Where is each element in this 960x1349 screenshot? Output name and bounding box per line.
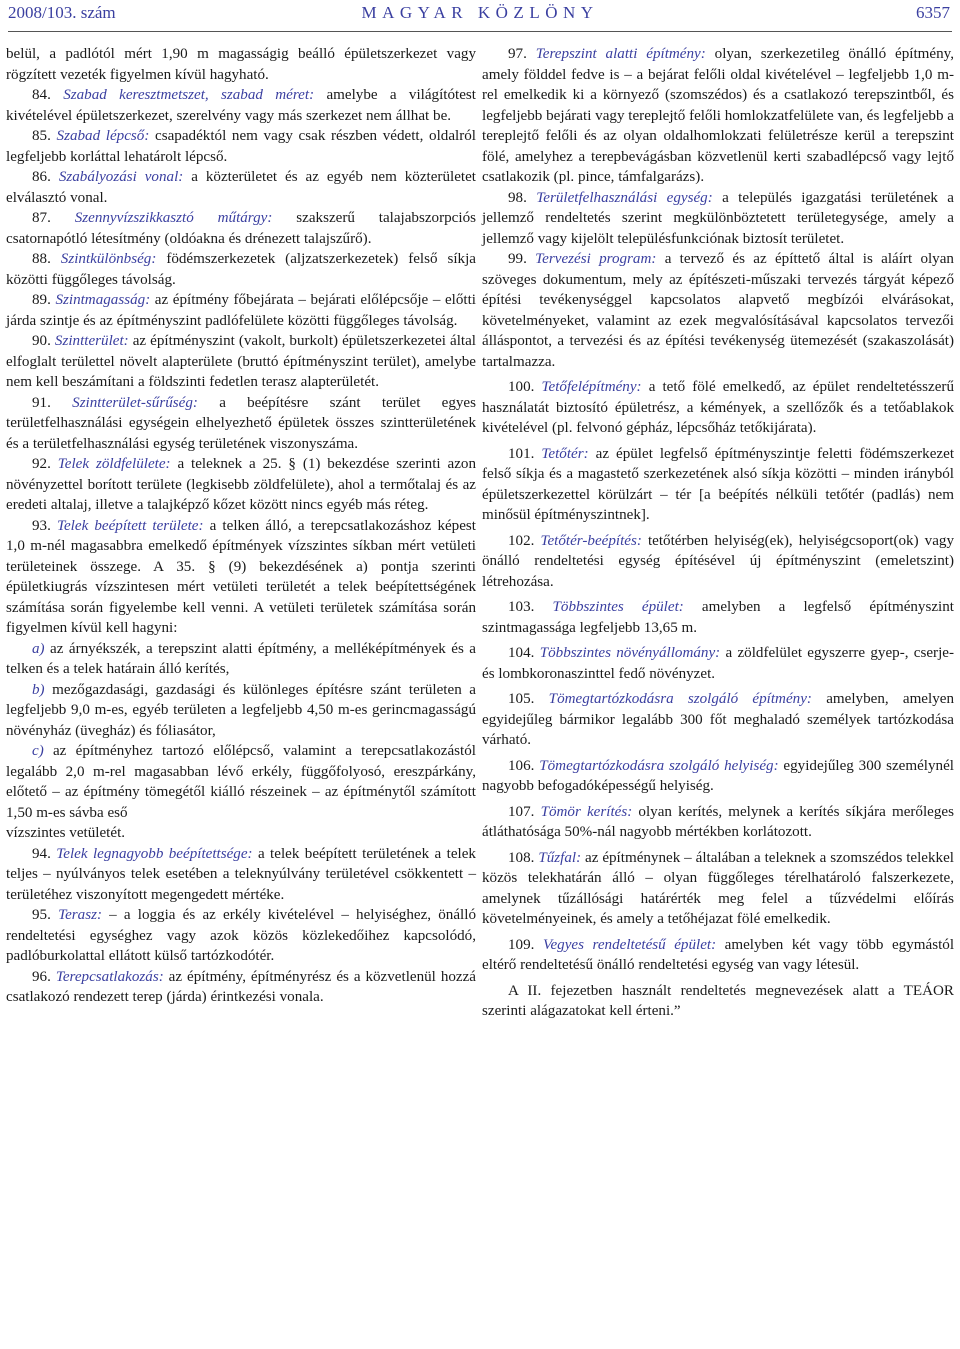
definition-text: a beépítésre szánt terület egyes területfelhasználási egységein elhelyezhető épületek összes szintterületének és a területfelhasználási egység területének viszonyszáma.	[6, 394, 477, 452]
definition-text: az építményhez tartozó előlépcső, valamint a terepcsatlakozástól legalább 2,0 m-rel magasabban lévő erkély, függőfolyosó, ereszpárkány, előtető – az építmény tömegétől kiálló részeinek – az építménytől számított 1,50 m-es sávba eső	[6, 743, 476, 821]
definition-paragraph	[482, 249, 954, 372]
defined-term: Tömegtartózkodásra szolgáló helyiség:	[539, 757, 779, 774]
item-number: 91.	[32, 394, 51, 411]
right-column	[482, 44, 954, 1022]
definition-paragraph	[6, 639, 476, 680]
definition-text: a zöldfelület egyszerre gyep-, cserje- és lombkoronaszinttel fedő növényzet.	[482, 645, 954, 682]
defined-term: Szabályozási vonal:	[58, 169, 184, 185]
definition-paragraph	[6, 844, 476, 906]
definition-paragraph	[6, 741, 476, 823]
defined-term: Szabad keresztmetszet, szabad méret:	[63, 87, 315, 103]
definition-text: az építmény, építményrész és a közvetlenül hozzá csatlakozó rendezett terep (járda) érintkezési vonala.	[6, 968, 477, 1005]
defined-term: Telek legnagyobb beépítettsége:	[56, 845, 253, 862]
defined-term: Szabad lépcső:	[56, 128, 150, 144]
definition-paragraph	[6, 393, 476, 455]
definition-paragraph	[6, 680, 476, 742]
item-number: 109.	[508, 936, 535, 953]
definition-text: az épület legfelső építményszintje feletti födémszerkezet felső síkja és a magastető szerkezetének alsó síkja közötti – minden irányból épületszerkezettel körülzárt – tér [a beépítés nélküli tetőtér (padlás) nem minősül építményszintnek].	[482, 445, 955, 523]
definition-paragraph	[6, 44, 476, 85]
definition-text: – a loggia és az erkély kivételével – helyiséghez, önálló rendeltetési egységhez vagy azok közös közlekedőihez kapcsolódó, padlóburkolattal ellátott külső tartózkodótér.	[6, 907, 476, 964]
defined-term: Telek zöldfelülete:	[57, 456, 171, 472]
definition-text: tetőtérben helyiség(ek), helyiségcsoport(ok) vagy önálló rendeltetési egység építésével új építményszint (emeletszint) létrehozása.	[482, 532, 954, 590]
definition-paragraph	[482, 377, 954, 439]
definition-paragraph	[6, 167, 476, 208]
definition-paragraph	[6, 85, 476, 126]
defined-term: Többszintes növényállomány:	[539, 645, 721, 661]
item-number: 90.	[32, 333, 51, 349]
definition-text: a település igazgatási területének a jellemző rendeltetés szerint megkülönböztetett területegysége, amely a jellemző vagy kijelölt településfunkciónak biztosít területet.	[482, 189, 955, 247]
page-number: 6357	[916, 3, 950, 22]
defined-term: Szintterület-sűrűség:	[72, 394, 198, 411]
definition-paragraph	[482, 44, 954, 188]
journal-title: MAGYAR KÖZLÖNY	[361, 3, 599, 22]
item-number: 95.	[32, 907, 51, 923]
item-number: 89.	[32, 292, 51, 308]
definition-text: födémszerkezetek (aljzatszerkezetek) felső síkja közötti függőleges távolság.	[6, 251, 476, 288]
definition-paragraph	[6, 823, 476, 844]
defined-term: Szintkülönbség:	[60, 251, 157, 267]
definition-text: a tervező és az építtető által is aláírt olyan szöveges dokumentum, mely az építészeti-műszaki tervezés tárgyát képező építési tevékenységgel kapcsolatos alapvető megbízói elvárásokat, követelményeket, valamint az ezek megvalósításával kapcsolatos tervezői álláspontot, a tervezési és az építési tevékenység ütemezését (szakaszolását) tartalmazza.	[482, 251, 954, 370]
definition-text: az építményszint (vakolt, burkolt) épületszerkezetei által elfoglalt területtel növelt alapterülete (bruttó építményszint terület), amelybe nem kell beszámítani a földszinti fedetlen terasz alapterületét.	[6, 333, 476, 390]
page-header	[0, 0, 960, 26]
definition-text: belül, a padlótól mért 1,90 m magasságig beálló épületszerkezet vagy rögzített vezeték figyelmen kívül hagyható.	[6, 46, 476, 83]
definition-text: csapadéktól nem vagy csak részben védett, oldalról legfeljebb korláttal lehatárolt lépcső.	[6, 128, 476, 165]
definition-text: a telek beépített területének a telek teljes – nyúlványos telek esetében a teleknyúlvány területével csökkentett – területéhez viszonyított megengedett mértéke.	[6, 845, 476, 903]
definition-paragraph	[482, 756, 954, 797]
item-number: 107.	[508, 803, 535, 820]
item-number: 94.	[32, 845, 51, 862]
item-number: 92.	[32, 456, 51, 472]
definition-paragraph	[482, 444, 954, 526]
definition-paragraph	[6, 290, 476, 331]
definition-text: mezőgazdasági, gazdasági és különleges építésre szánt területen a legfeljebb 9,0 m-es, egyéb területen a legfeljebb 4,50 m-es gerincmagasságú növényház (üvegház) és fóliasátor,	[6, 681, 477, 739]
definition-paragraph	[482, 188, 954, 250]
defined-term: Telek beépített területe:	[56, 517, 204, 534]
definition-text: amelybe a világítótest kivételével épületszerkezet, szerelvény vagy más szerkezet nem állhat be.	[6, 87, 476, 124]
definition-text: amelyben a legfelső építményszint szintmagassága legfeljebb 13,65 m.	[482, 599, 954, 636]
definition-paragraph	[482, 935, 954, 976]
definition-paragraph	[482, 802, 954, 843]
left-column	[6, 44, 476, 1008]
defined-term: Többszintes épület:	[552, 599, 684, 615]
defined-term: Tömegtartózkodásra szolgáló építmény:	[548, 691, 812, 707]
definition-text: amelyben, amelyen egyidejűleg bármikor legalább 300 főt meghaladó személyek tartózkodása várható.	[482, 691, 954, 748]
item-number: 85.	[32, 128, 51, 144]
definition-paragraph	[6, 967, 476, 1008]
definition-text: vízszintes vetületét.	[6, 825, 126, 841]
definition-paragraph	[6, 331, 476, 393]
definition-paragraph	[482, 643, 954, 684]
defined-term: Vegyes rendeltetésű épület:	[542, 936, 717, 953]
defined-term: Terasz:	[58, 907, 102, 923]
item-number: 106.	[508, 757, 535, 774]
definition-text: szakszerű talajabszorpciós csatornapótló létesítmény (oldóakna és drénezett talajszűrő).	[6, 210, 476, 247]
item-number: 88.	[32, 251, 51, 267]
item-number: 87.	[32, 210, 51, 226]
definition-text: az árnyékszék, a terepszint alatti építmény, a melléképítmények és a telken és a telek határain álló kerítés,	[6, 640, 477, 677]
item-number: 97.	[508, 46, 527, 62]
defined-term: Terepszint alatti építmény:	[535, 46, 706, 62]
item-number: 84.	[32, 87, 51, 103]
defined-term: Tetőtér:	[541, 445, 589, 462]
definition-text: a teleknek a 25. § (1) bekezdése szerinti azon növényzettel borított területe (legkisebb zöldfelülete), ahol a termőtalaj és az eredeti altalaj, illetve a talajképző kőzet között nincs egyéb más réteg.	[6, 456, 476, 513]
defined-term: Tervezési program:	[535, 251, 657, 267]
definition-text: a tető fölé emelkedő, az épület rendeltetésszerű használatát biztosító épületrész, a kémények, a szellőzők és a tetőablakok kivételével (pl. felvonó gépház, lépcsőház tetőkijárata).	[482, 379, 955, 436]
definition-text: A II. fejezetben használt rendeltetés megnevezések alatt a TEÁOR szerinti alágazatokat kell érteni.”	[482, 982, 954, 1019]
item-number: 99.	[508, 251, 527, 267]
definition-paragraph	[6, 126, 476, 167]
defined-term: Területfelhasználási egység:	[536, 189, 713, 206]
definition-text: a közterületet és az egyéb nem közterületet elválasztó vonal.	[6, 169, 476, 206]
defined-term: Tetőtér-beépítés:	[540, 532, 642, 549]
definition-text: az építmény főbejárata – bejárati előlépcsője – előtti járda szintje és az építményszint padlófelülete közötti függőleges távolság.	[6, 292, 476, 329]
definition-paragraph	[6, 905, 476, 967]
defined-term: Tűzfal:	[538, 849, 582, 866]
definition-text: az építménynek – általában a teleknek a szomszédos telekkel közös telekhatárán álló – olyan függőleges térelhatároló falszerkezete, amelynek tűzállósági határérték meg felel a tűzvédelmi előírás követelményeinek, és amely a tetőhéjazat fölé emelkedik.	[482, 849, 954, 927]
definition-paragraph	[6, 516, 476, 639]
defined-term: Terepcsatlakozás:	[55, 968, 164, 985]
item-number: 100.	[508, 379, 535, 395]
item-number: 101.	[508, 445, 535, 462]
item-number: 105.	[508, 691, 535, 707]
definition-paragraph	[6, 208, 476, 249]
definition-paragraph	[482, 848, 954, 930]
item-number: 104.	[508, 645, 535, 661]
definition-text: olyan, szerkezetileg önálló építmény, amely földdel fedve is – a bejárat felőli oldal kivételével – legfeljebb 1,0 m-rel emelkedik ki a környező (szomszédos) és a csatlakozó terepszintből, és legfeljebb bejárati vagy tereplejtő felőli homlokzatfelülete van, és legfeljebb a tereplejtő felőli és az olyan oldalhomlokzati felületrésze kerül a terepszint fölé, amelyhez a terepbevágásban közvetlenül kerti szabadlépcső vagy lejtő csatlakozik (pl. pince, támfalgarázs).	[482, 46, 954, 185]
item-number: 96.	[32, 968, 51, 985]
definition-paragraph	[6, 249, 476, 290]
item-number: 103.	[508, 599, 535, 615]
definition-text: a telken álló, a terepcsatlakozáshoz képest 1,0 m-nél magasabbra emelkedő építmények vízszintes síkban mért vetületi területeinek összege. A 35. § (9) bekezdésének a) pontja szerinti épületkiugrás vízszintesen mért vetületi területét a telek beépítettségének számítása során figyelembe kell venni. A vetületi területek számítása során figyelmen kívül kell hagyni:	[6, 517, 476, 636]
item-number: 108.	[508, 849, 535, 866]
item-number: 93.	[32, 517, 51, 534]
definition-paragraph	[482, 597, 954, 638]
defined-term: Tetőfelépítmény:	[541, 379, 642, 395]
definition-paragraph	[482, 531, 954, 593]
definition-paragraph	[482, 981, 954, 1022]
item-number: 102.	[508, 532, 535, 549]
definition-paragraph	[6, 454, 476, 516]
header-divider	[8, 31, 952, 32]
defined-term: b)	[32, 681, 45, 698]
issue-number: 2008/103. szám	[8, 3, 116, 22]
defined-term: Szennyvízszikkasztó műtárgy:	[74, 210, 273, 226]
defined-term: Tömör kerítés:	[540, 803, 633, 820]
defined-term: Szintterület:	[54, 333, 129, 349]
item-number: 86.	[32, 169, 51, 185]
defined-term: a)	[32, 640, 45, 657]
definition-text: amelyben két vagy több egymástól eltérő rendeltetésű önálló rendeltetési egység van vagy létesül.	[482, 936, 955, 973]
defined-term: Szintmagasság:	[55, 292, 151, 308]
definition-paragraph	[482, 689, 954, 751]
defined-term: c)	[32, 743, 44, 759]
definition-text: olyan kerítés, melynek a kerítés síkjára merőleges átláthatósága 50%-nál nagyobb mértékben korlátozott.	[482, 803, 954, 840]
definition-text: egyidejűleg 300 személynél nagyobb befogadóképességű helyiség.	[482, 757, 954, 794]
item-number: 98.	[508, 189, 527, 206]
